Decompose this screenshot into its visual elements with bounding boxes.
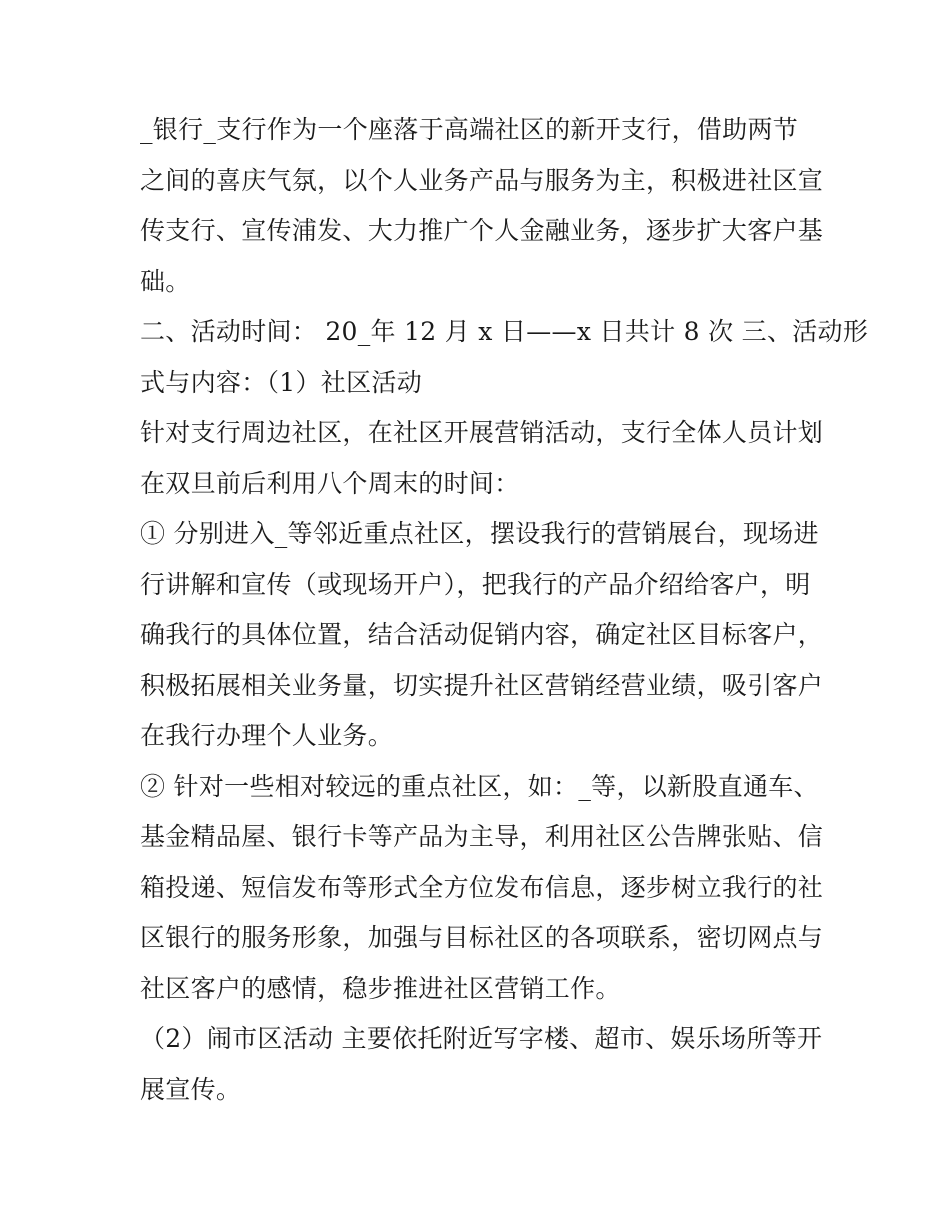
text-line: 行讲解和宣传（或现场开户），把我行的产品介绍给客户，明 — [140, 569, 811, 599]
text-line: 在我行办理个人业务。 — [140, 721, 394, 750]
text-line: 传支行、宣传浦发、大力推广个人金融业务，逐步扩大客户基 — [140, 216, 824, 245]
document-body — [140, 105, 869, 1115]
text-line: 确我行的具体位置，结合活动促销内容，确定社区目标客户， — [140, 620, 824, 649]
text-line: 积极拓展相关业务量，切实提升社区营销经营业绩，吸引客户 — [140, 670, 824, 700]
text-line: 社区客户的感情，稳步推进社区营销工作。 — [140, 973, 621, 1003]
text-line: _银行_支行作为一个座落于高端社区的新开支行，借助两节 — [140, 115, 799, 144]
text-line: 在双旦前后利用八个周末的时间： — [140, 468, 520, 498]
text-line: ② 针对一些相对较远的重点社区，如：_等，以新股直通车、 — [140, 771, 819, 801]
text-line: 式与内容：（1）社区活动 — [140, 367, 423, 397]
text-line: ① 分别进入_等邻近重点社区，摆设我行的营销展台，现场进 — [140, 519, 819, 548]
text-line: 展宣传。 — [140, 1074, 242, 1104]
text-line: 箱投递、短信发布等形式全方位发布信息，逐步树立我行的社 — [140, 872, 824, 902]
text-line: 针对支行周边社区，在社区开展营销活动，支行全体人员计划 — [140, 418, 824, 447]
text-line: 之间的喜庆气氛，以个人业务产品与服务为主，积极进社区宣 — [140, 165, 824, 195]
text-line: 础。 — [140, 266, 191, 296]
text-line: （2）闹市区活动 主要依托附近写字楼、超市、娱乐场所等开 — [140, 1024, 823, 1053]
text-line: 二、活动时间： 20_年 12 月 x 日——x 日共计 8 次 三、活动形 — [140, 317, 869, 346]
text-line: 区银行的服务形象，加强与目标社区的各项联系，密切网点与 — [140, 923, 824, 952]
text-line: 基金精品屋、银行卡等产品为主导，利用社区公告牌张贴、信 — [140, 822, 824, 851]
